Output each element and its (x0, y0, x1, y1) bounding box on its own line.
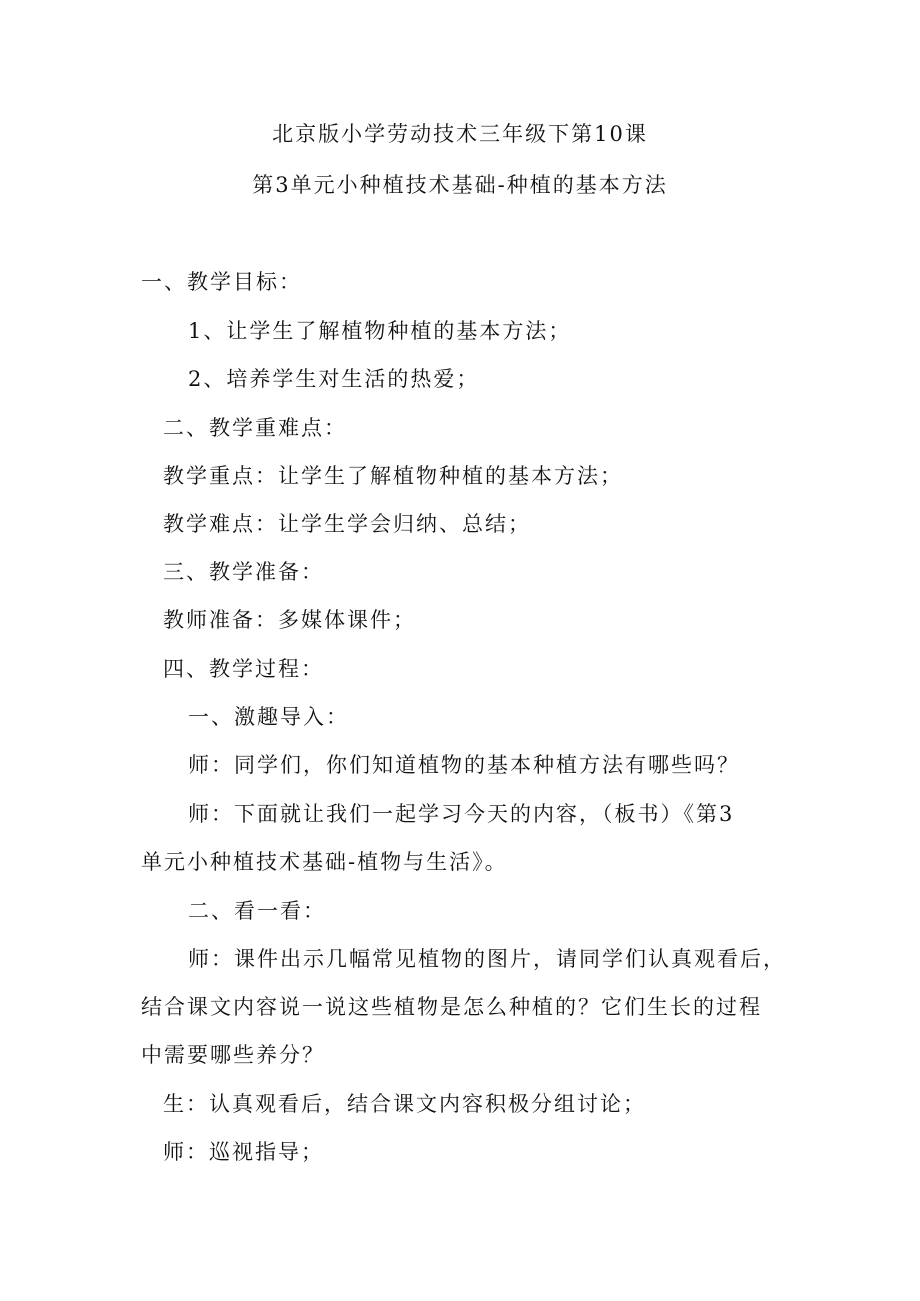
body-paragraph: 师：下面就让我们一起学习今天的内容，（板书）《第3 (188, 802, 735, 826)
section-heading-objectives: 一、教学目标： (141, 270, 302, 294)
student-activity-text: 生：认真观看后，结合课文内容积极分组讨论； (163, 1092, 646, 1116)
section-heading-process: 四、教学过程： (163, 657, 324, 681)
body-paragraph-continuation: 中需要哪些养分？ (141, 1043, 325, 1067)
subsection-heading-look: 二、看一看： (188, 899, 326, 923)
objective-item: 1、让学生了解植物种植的基本方法； (188, 319, 572, 343)
body-paragraph-continuation: 单元小种植技术基础-植物与生活》。 (141, 850, 508, 874)
section-heading-key-points: 二、教学重难点： (163, 416, 347, 440)
key-point-text: 教学重点：让学生了解植物种植的基本方法； (163, 464, 623, 488)
document-title: 北京版小学劳动技术三年级下第10课 (272, 122, 648, 146)
difficulty-text: 教学难点：让学生学会归纳、总结； (163, 512, 531, 536)
body-paragraph: 师：同学们，你们知道植物的基本种植方法有哪些吗？ (188, 753, 740, 777)
teacher-activity-text: 师：巡视指导； (163, 1140, 324, 1164)
subsection-heading-intro: 一、激趣导入： (188, 705, 349, 729)
objective-item: 2、培养学生对生活的热爱； (188, 367, 480, 391)
document-subtitle: 第3单元小种植技术基础-种植的基本方法 (252, 173, 668, 197)
preparation-text: 教师准备：多媒体课件； (163, 608, 416, 632)
body-paragraph-continuation: 结合课文内容说一说这些植物是怎么种植的？它们生长的过程 (141, 995, 762, 1019)
section-heading-preparation: 三、教学准备： (163, 560, 324, 584)
body-paragraph: 师：课件出示几幅常见植物的图片，请同学们认真观看后， (188, 947, 786, 971)
